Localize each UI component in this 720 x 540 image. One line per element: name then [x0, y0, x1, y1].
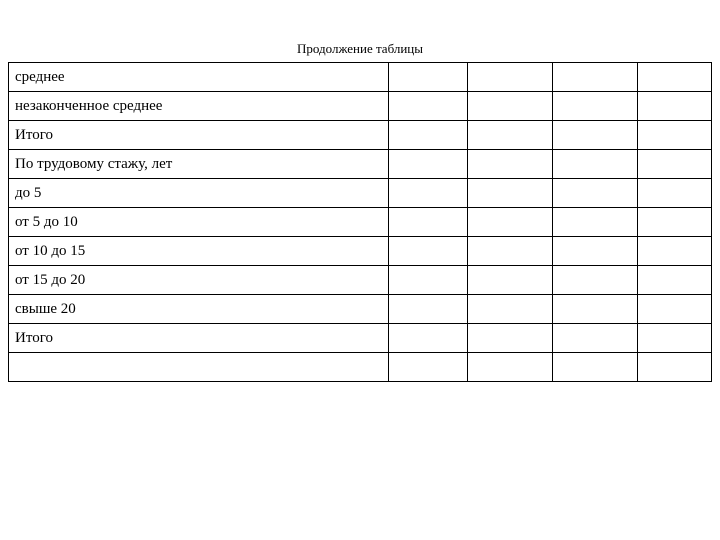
table-cell: [553, 208, 638, 237]
table-cell: [389, 237, 468, 266]
row-label: По трудовому стажу, лет: [9, 150, 389, 179]
row-label: Итого: [9, 121, 389, 150]
table-cell: [553, 92, 638, 121]
row-label: от 5 до 10: [9, 208, 389, 237]
table-row: [9, 92, 712, 121]
row-label: незаконченное среднее: [9, 92, 389, 121]
table-cell: [638, 121, 712, 150]
table-cell: [638, 324, 712, 353]
table-cell: [638, 179, 712, 208]
table-cell: [553, 266, 638, 295]
table-cell: [389, 266, 468, 295]
table-cell: [553, 295, 638, 324]
table-row: [9, 237, 712, 266]
row-label: Итого: [9, 324, 389, 353]
table-cell: [638, 63, 712, 92]
table-cell: [468, 63, 553, 92]
row-label: от 15 до 20: [9, 266, 389, 295]
table-cell: [553, 237, 638, 266]
table-cell: [553, 324, 638, 353]
table-cell: [389, 121, 468, 150]
table-cell: [468, 92, 553, 121]
table-row: [9, 208, 712, 237]
table-row: [9, 295, 712, 324]
row-label: до 5: [9, 179, 389, 208]
table-cell: [638, 237, 712, 266]
table-cell: [553, 353, 638, 382]
table-cell: [389, 324, 468, 353]
row-label: от 10 до 15: [9, 237, 389, 266]
table-cell: [638, 92, 712, 121]
table-cell: [638, 353, 712, 382]
data-table: [8, 62, 712, 382]
table-cell: [553, 121, 638, 150]
row-label: свыше 20: [9, 295, 389, 324]
table-cell: [638, 266, 712, 295]
table-continuation-caption: Продолжение таблицы: [297, 41, 423, 56]
table-row: [9, 179, 712, 208]
table-row: [9, 121, 712, 150]
table-cell: [553, 179, 638, 208]
table-cell: [389, 150, 468, 179]
table-row: [9, 353, 712, 382]
table-cell: [389, 295, 468, 324]
table-cell: [389, 63, 468, 92]
table-cell: [638, 150, 712, 179]
table-cell: [638, 295, 712, 324]
table-cell: [553, 63, 638, 92]
table-cell: [389, 179, 468, 208]
row-label: [9, 353, 389, 382]
table-cell: [468, 324, 553, 353]
table-cell: [389, 208, 468, 237]
table-cell: [468, 179, 553, 208]
table-cell: [468, 353, 553, 382]
table-cell: [389, 92, 468, 121]
table-cell: [468, 295, 553, 324]
table-cell: [468, 150, 553, 179]
table-cell: [638, 208, 712, 237]
table-cell: [468, 121, 553, 150]
table-cell: [468, 266, 553, 295]
table-cell: [553, 150, 638, 179]
table-row: [9, 63, 712, 92]
table-row: [9, 266, 712, 295]
table-cell: [468, 237, 553, 266]
table-row: [9, 150, 712, 179]
table-cell: [468, 208, 553, 237]
table-cell: [389, 353, 468, 382]
table-row: [9, 324, 712, 353]
row-label: среднее: [9, 63, 389, 92]
